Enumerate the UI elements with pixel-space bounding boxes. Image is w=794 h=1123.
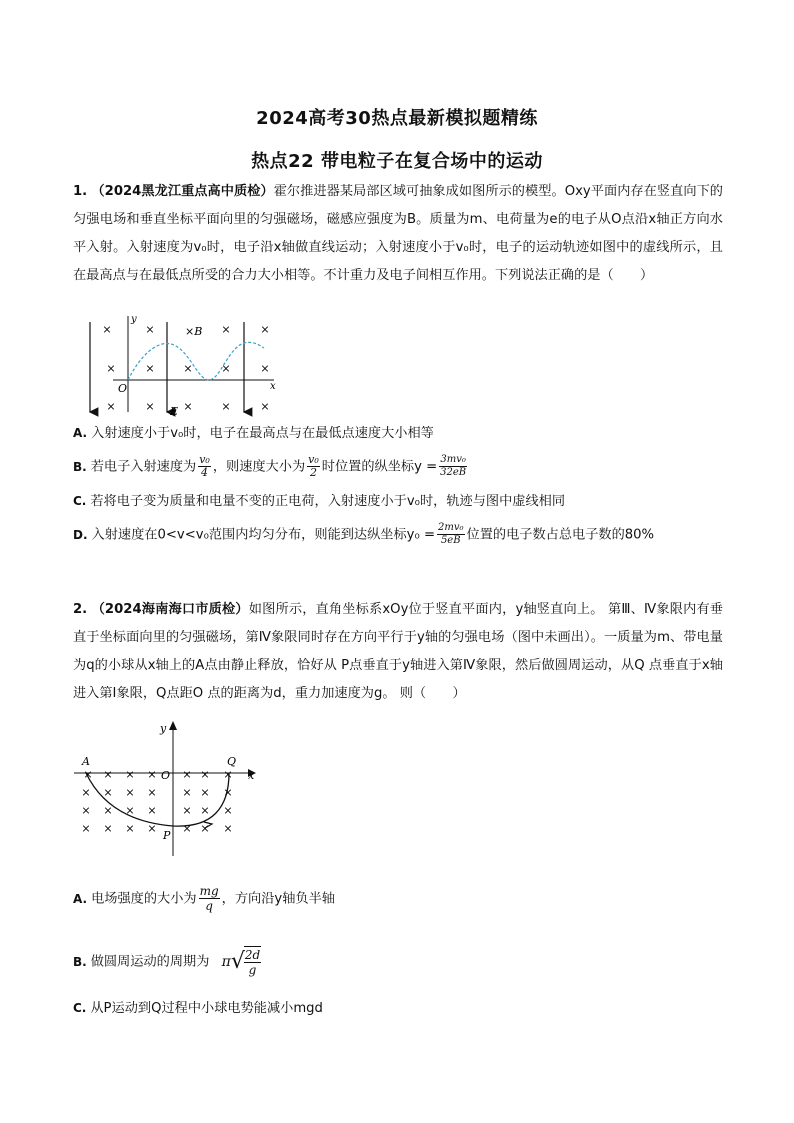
option-text: 位置的电子数占总电子数的80% <box>466 527 655 543</box>
option-text: 从P运动到Q过程中小球电势能减小mgd <box>90 1001 323 1016</box>
option-text: ，方向沿y轴负半轴 <box>221 891 335 907</box>
cross-mark: × <box>103 822 113 835</box>
page-title: 2024高考30热点最新模拟题精练 <box>256 108 538 129</box>
y-axis-label: y <box>160 722 167 735</box>
option-2b[interactable] <box>73 946 263 977</box>
cross-mark: × <box>221 400 231 413</box>
cross-mark: × <box>200 786 210 799</box>
fraction-denominator: 2 <box>309 466 317 479</box>
question-number: 1. <box>73 184 88 199</box>
cross-mark: × <box>260 362 270 375</box>
cross-mark: × <box>223 768 233 781</box>
option-1a[interactable] <box>73 423 434 444</box>
cross-mark: × <box>106 400 116 413</box>
question-text: 如图所示，直角坐标系xOy位于竖直平面内，y轴竖直向上。 第Ⅲ、Ⅳ象限内有垂直于坐标面向里的匀强磁场，第Ⅳ象限同时存在方向平行于y轴的匀强电场（图中未画出）。一质量为m、带电量为q的小球从x轴上的A点由静止释放，恰好从 P点垂直于y轴进入第Ⅳ象限，然后做圆周运动，从Q 点垂直于x轴进入第Ⅰ象限，Q点距O 点的距离为d，重力加速度为g。 则（ ） <box>73 602 723 701</box>
cross-mark: × <box>182 822 192 835</box>
cross-mark: × <box>125 804 135 817</box>
option-label: C. <box>73 494 87 508</box>
sqrt-sign: √ <box>230 948 245 974</box>
cross-mark: × <box>223 786 233 799</box>
option-label: C. <box>73 1001 87 1015</box>
option-2a[interactable] <box>73 884 335 913</box>
magnetic-field-label: ×B <box>185 325 203 338</box>
option-text: ，则速度大小为 <box>212 459 306 475</box>
electric-field-label: E <box>170 405 179 418</box>
option-label: A. <box>73 426 88 440</box>
fraction-numerator: v₀ <box>308 453 319 466</box>
point-p-label: P <box>163 829 171 842</box>
cross-mark: × <box>260 323 270 336</box>
option-text: 时位置的纵坐标y = <box>321 459 438 475</box>
cross-mark: × <box>223 804 233 817</box>
fraction-numerator: v₀ <box>199 453 210 466</box>
fraction <box>307 454 320 479</box>
cross-mark: × <box>221 362 231 375</box>
cross-mark: × <box>260 400 270 413</box>
figure-2-circular-motion <box>72 718 262 860</box>
cross-mark: × <box>145 323 155 336</box>
cross-mark: × <box>106 362 116 375</box>
cross-mark: × <box>103 768 113 781</box>
cross-mark: × <box>145 400 155 413</box>
x-axis-label: x <box>248 769 255 782</box>
option-text: 若将电子变为质量和电量不变的正电荷，入射速度小于v₀时，轨迹与图中虚线相同 <box>90 494 566 509</box>
cross-mark: × <box>147 822 157 835</box>
fraction-denominator: 5eB <box>440 535 461 546</box>
y-axis-label: y <box>131 314 137 325</box>
cross-mark: × <box>182 768 192 781</box>
cross-mark: × <box>147 804 157 817</box>
cross-mark: × <box>102 323 112 336</box>
cross-mark: × <box>221 323 231 336</box>
figure-1-hall-thruster <box>78 310 288 422</box>
cross-mark: × <box>182 804 192 817</box>
cross-mark: × <box>223 822 233 835</box>
option-text: 电场强度的大小为 <box>91 891 197 907</box>
option-text: 若电子入射速度为 <box>90 459 197 475</box>
fraction-denominator: 32eB <box>440 467 467 478</box>
option-label: B. <box>73 459 87 474</box>
cross-mark: × <box>145 362 155 375</box>
origin-label: O <box>161 769 171 782</box>
cross-mark: × <box>103 804 113 817</box>
question-1-stem <box>73 178 723 290</box>
cross-mark: × <box>125 822 135 835</box>
cross-mark: × <box>81 822 91 835</box>
fraction <box>244 946 261 977</box>
x-axis-label: x <box>270 381 276 392</box>
fraction <box>198 454 211 479</box>
pi-symbol: π <box>221 953 231 970</box>
cross-mark: × <box>81 804 91 817</box>
question-text: 霍尔推进器某局部区域可抽象成如图所示的模型。Oxy平面内存在竖直向下的匀强电场和垂直坐标平面向里的匀强磁场，磁感应强度为B。质量为m、电荷量为e的电子从O点沿x轴正方向水平入射。入射速度为v₀时，电子沿x轴做直线运动；入射速度小于v₀时，电子的运动轨迹如图中的虚线所示，且在最高点与在最低点所受的合力大小相等。不计重力及电子间相互作用。下列说法正确的是（ ） <box>73 184 723 283</box>
cross-mark: × <box>183 400 193 413</box>
cross-mark: × <box>147 768 157 781</box>
fraction <box>199 884 220 913</box>
option-text: 做圆周运动的周期为 <box>90 954 210 970</box>
cross-mark: × <box>125 786 135 799</box>
fraction <box>437 522 465 547</box>
cross-mark: × <box>200 822 210 835</box>
cross-mark: × <box>125 768 135 781</box>
cross-mark: × <box>147 786 157 799</box>
question-number: 2. <box>73 602 88 617</box>
fraction-denominator: g <box>248 963 257 977</box>
point-q-label: Q <box>227 755 237 768</box>
option-label: A. <box>73 891 88 906</box>
option-1b[interactable] <box>73 454 469 479</box>
origin-label: O <box>118 382 128 395</box>
cross-mark: × <box>81 786 91 799</box>
option-label: B. <box>73 954 87 969</box>
fraction-numerator: 2d <box>244 948 261 962</box>
option-1c[interactable] <box>73 491 565 512</box>
option-2c[interactable] <box>73 998 323 1019</box>
option-text: 入射速度小于v₀时，电子在最高点与在最低点速度大小相等 <box>91 426 434 441</box>
point-a-label: A <box>82 755 90 768</box>
fraction-numerator: 3mv₀ <box>440 454 466 465</box>
question-source: （2024海南海口市质检） <box>91 602 249 617</box>
fraction-numerator: mg <box>199 884 219 898</box>
fraction-denominator: 4 <box>201 466 209 479</box>
cross-mark: × <box>200 768 210 781</box>
option-1d[interactable] <box>73 522 654 547</box>
cross-mark: × <box>200 804 210 817</box>
fraction <box>439 454 467 479</box>
cross-mark: × <box>183 362 193 375</box>
question-source: （2024黑龙江重点高中质检） <box>91 184 274 199</box>
fraction-denominator: q <box>205 899 213 913</box>
cross-mark: × <box>83 768 93 781</box>
fraction-numerator: 2mv₀ <box>438 522 464 533</box>
cross-mark: × <box>182 786 192 799</box>
page-subtitle: 热点22 带电粒子在复合场中的运动 <box>251 151 543 172</box>
question-2-stem <box>73 596 723 708</box>
option-text: 入射速度在0<v<v₀范围内均匀分布，则能到达纵坐标y₀ = <box>91 527 435 543</box>
option-label: D. <box>73 527 88 542</box>
cross-mark: × <box>103 786 113 799</box>
